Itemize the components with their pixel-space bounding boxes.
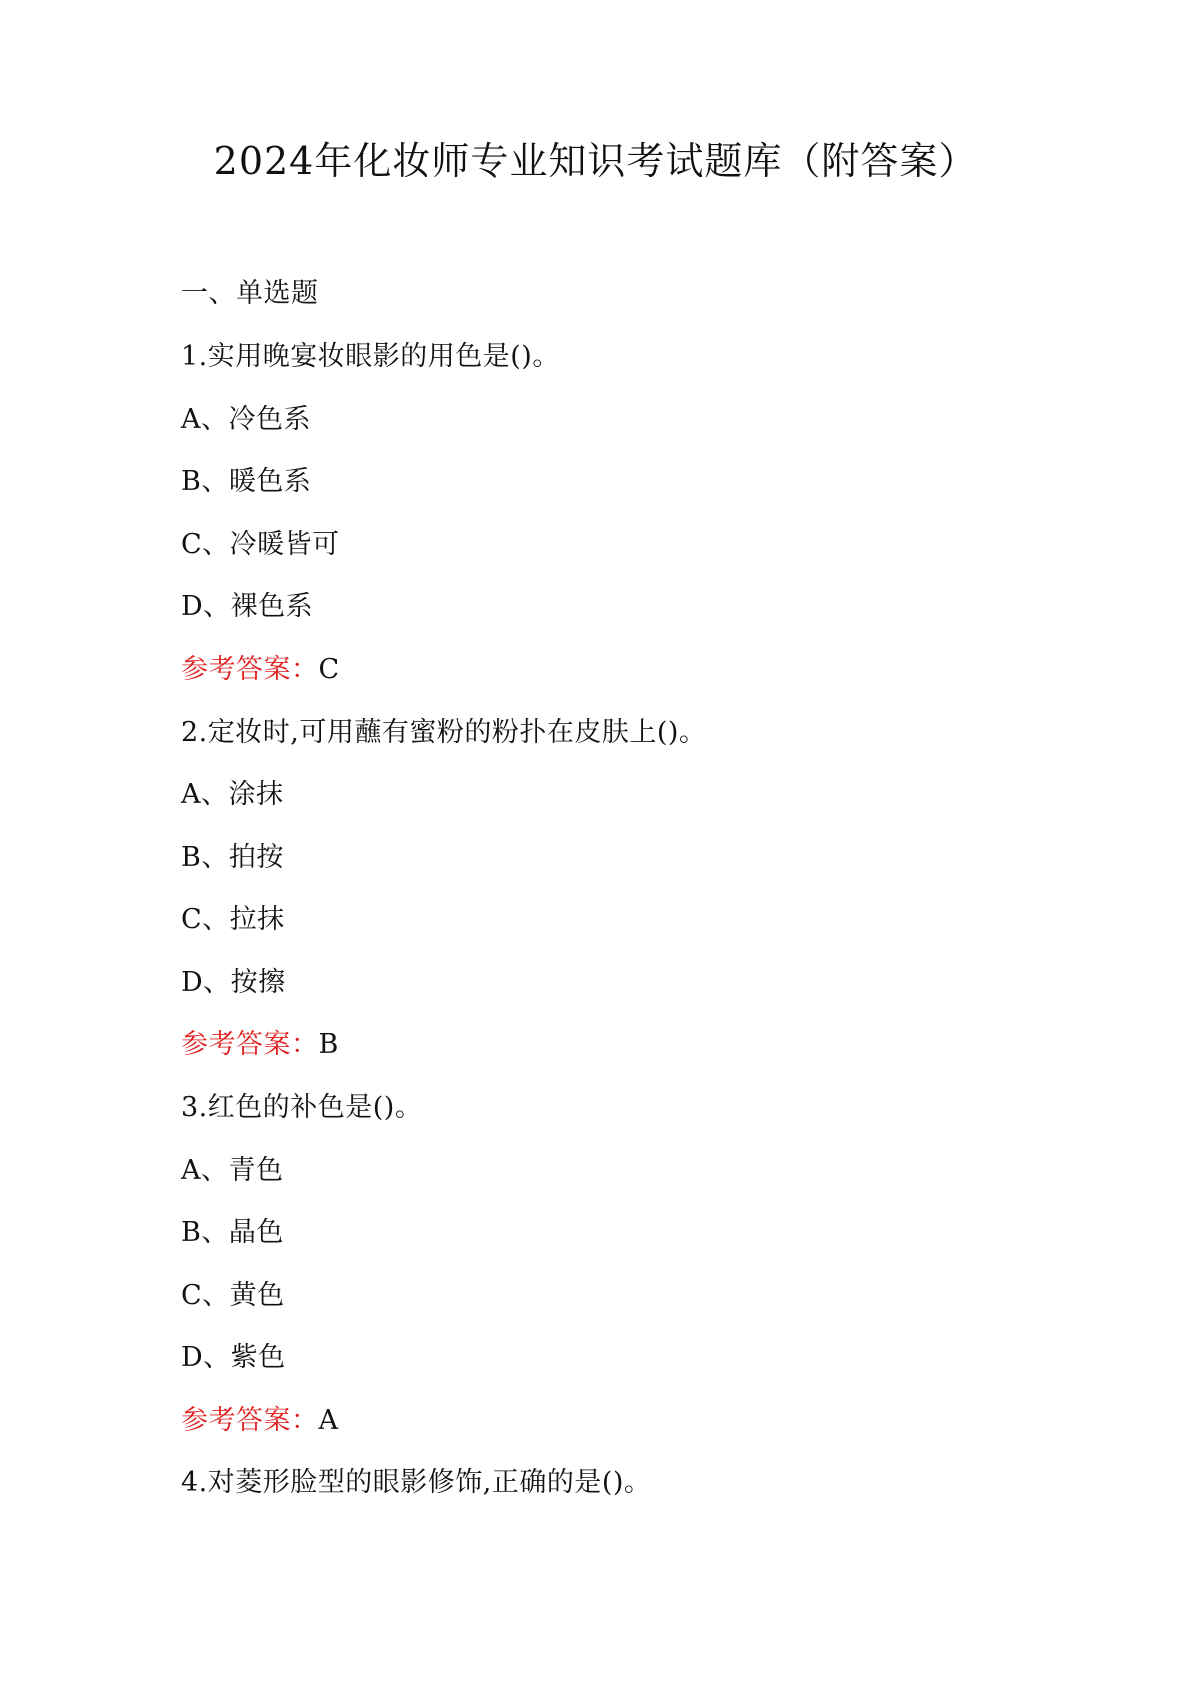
question-2-answer: [181, 1027, 339, 1063]
question-1-option-c: C、冷暖皆可: [181, 529, 340, 560]
answer-value: A: [318, 1405, 339, 1436]
question-2-option-a: A、涂抹: [181, 779, 284, 810]
document-title: 2024年化妆师专业知识考试题库（附答案）: [213, 139, 978, 183]
question-2-option-b: B、拍按: [181, 842, 284, 873]
question-1-answer: [181, 652, 340, 688]
question-3-option-c: C、黄色: [181, 1280, 285, 1311]
answer-value: B: [318, 1029, 339, 1060]
question-stem-2: 2.定妆时,可用蘸有蜜粉的粉扑在皮肤上()。: [181, 717, 707, 748]
question-stem-4: 4.对菱形脸型的眼影修饰,正确的是()。: [181, 1467, 652, 1498]
answer-value: C: [318, 654, 340, 685]
answer-label: 参考答案：: [181, 654, 319, 685]
question-stem-1: 1.实用晚宴妆眼影的用色是()。: [181, 341, 560, 372]
section-heading: 一、单选题: [181, 278, 319, 309]
question-3-answer: [181, 1403, 339, 1439]
question-2-option-c: C、拉抹: [181, 904, 285, 935]
question-3-option-b: B、晶色: [181, 1217, 284, 1248]
question-2-option-d: D、按擦: [181, 967, 286, 998]
question-1-option-b: B、暖色系: [181, 466, 312, 497]
answer-label: 参考答案：: [181, 1405, 319, 1436]
question-3-option-d: D、紫色: [181, 1342, 286, 1373]
question-1-option-a: A、冷色系: [181, 404, 311, 435]
question-1-option-d: D、裸色系: [181, 591, 314, 622]
answer-label: 参考答案：: [181, 1029, 319, 1060]
question-3-option-a: A、青色: [181, 1155, 284, 1186]
question-stem-3: 3.红色的补色是()。: [181, 1092, 423, 1123]
